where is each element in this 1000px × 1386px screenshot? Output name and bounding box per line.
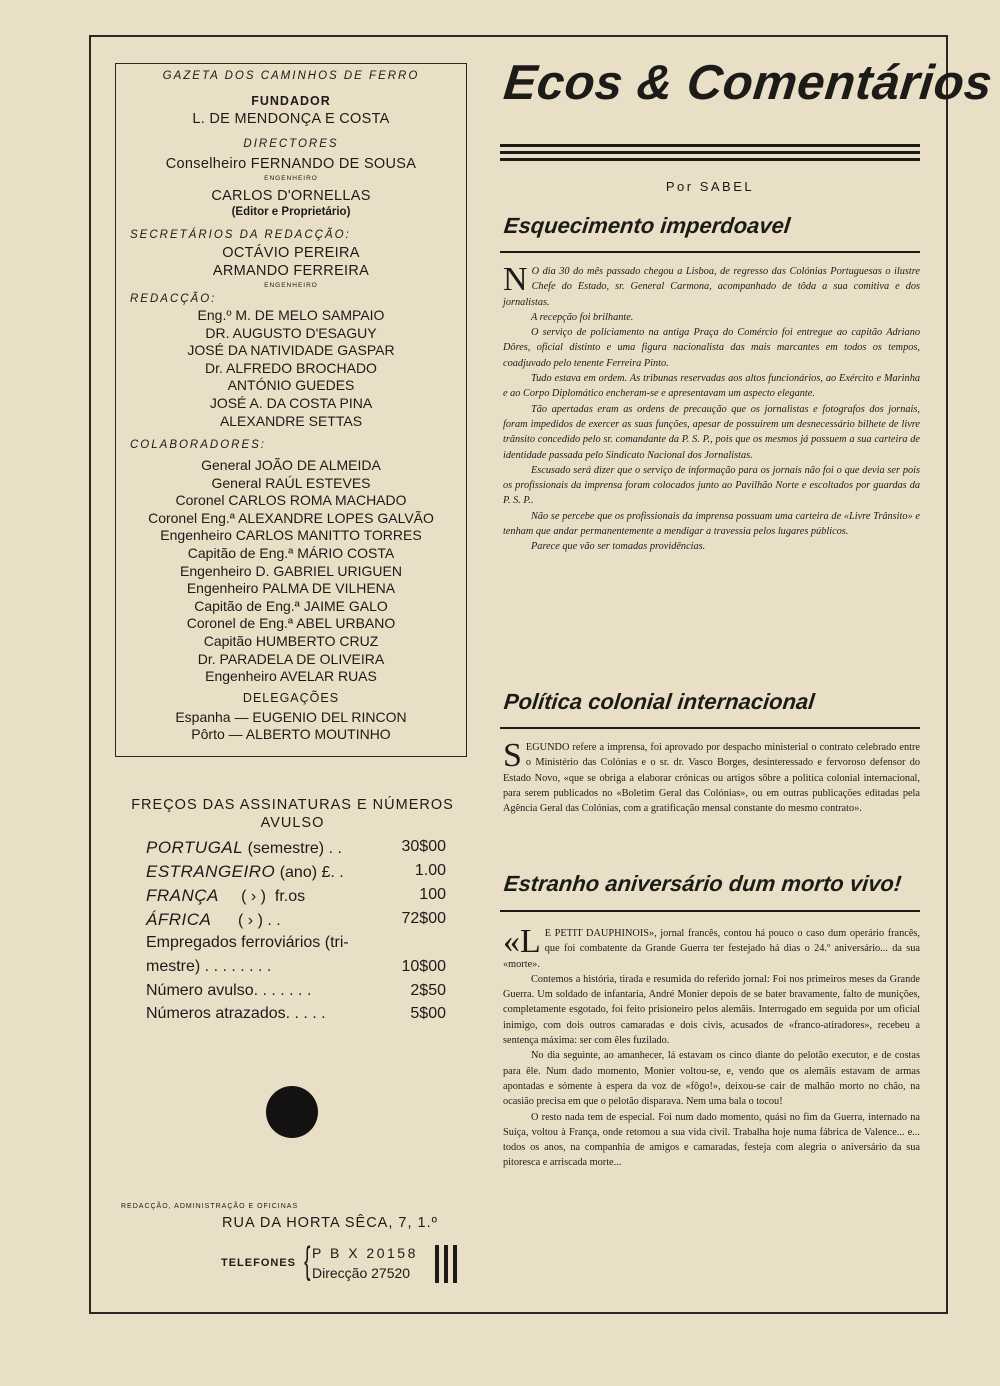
paragraph: Tão apertadas eram as ordens de precaução que os jornalistas e fotografos dos jornais, foram impedidos de exercer as suas funções, apesar de possuirem um desnecessário bilhete de livre trânsito concedido pelo sr. comandante da P. S. P., pois que os mesmos já possuem a sua carteira de identidade passada pelo Sindicato Nacional dos Jornalistas. xyxy=(503,403,920,461)
paragraph: EGUNDO refere a imprensa, foi aprovado por despacho ministerial o contrato celebrado entre o Ministério das Colónias e o sr. dr. Vasco Borges, desinteressado e fervoroso defensor do Estado Novo, «que se obriga a elaborar crónicas ou artigos sôbre a política colonial internacional, para serem publicados no «Boletim Geral das Colónias», ou em outras publicações editadas pela Agência Geral das Colónias, com a gratificação mensal constante do mesmo contrato». xyxy=(503,742,920,815)
prices-title-line-1: FREÇOS DAS ASSINATURAS E NÚMEROS xyxy=(131,797,454,813)
price-label: ÁFRICA xyxy=(146,910,212,929)
list-item: JOSÉ DA NATIVIDADE GASPAR xyxy=(187,342,395,359)
price-detail: (semestre) . . xyxy=(243,840,342,857)
list-item: ANTÓNIO GUEDES xyxy=(227,377,355,394)
bars-ornament-icon xyxy=(435,1245,461,1283)
article-2-body xyxy=(503,737,920,816)
paragraph: Não se percebe que os profissionais da imprensa possuam uma carteira de «Livre Trânsito» e tenham que andar permanentemente a mendigar a travessia pelos lugares públicos. xyxy=(503,510,920,538)
price-detail: (ano) £. . xyxy=(275,864,344,881)
price-detail: mestre) . . . . . . . . xyxy=(146,958,272,975)
price-value: 2$50 xyxy=(410,982,446,999)
article-3-rule xyxy=(500,910,920,912)
redaccao-label: REDACÇÃO: xyxy=(130,293,217,305)
list-item: General JOÃO DE ALMEIDA xyxy=(201,457,381,473)
list-item: Engenheiro AVELAR RUAS xyxy=(205,668,377,685)
price-value: 1.00 xyxy=(414,862,446,879)
title-rule-1 xyxy=(500,144,920,147)
secretario-1: OCTÁVIO PEREIRA xyxy=(222,245,360,261)
title-rule-2 xyxy=(500,151,920,154)
price-value: 5$00 xyxy=(410,1005,446,1022)
list-item: Engenheiro CARLOS MANITTO TORRES xyxy=(160,527,422,544)
masthead-box xyxy=(115,63,467,757)
list-item: Engenheiro D. GABRIEL URIGUEN xyxy=(179,562,402,579)
fundador-label: FUNDADOR xyxy=(251,94,331,108)
colaboradores-list xyxy=(116,457,466,686)
brace-icon: { xyxy=(304,1240,311,1282)
prices-title-line-2: AVULSO xyxy=(260,815,325,831)
list-item: Eng.º M. DE MELO SAMPAIO xyxy=(197,307,385,323)
column-title: Ecos & Comentários xyxy=(501,56,996,110)
article-1-rule xyxy=(500,251,920,253)
list-item: Capitão de Eng.ª MÁRIO COSTA xyxy=(187,544,395,561)
list-item: Dr. PARADELA DE OLIVEIRA xyxy=(197,650,385,667)
article-3-body xyxy=(503,923,920,1171)
paragraph: E PETIT DAUPHINOIS», jornal francês, contou há pouco o caso dum operário francês, que foi combatente da Grande Guerra ter festejado há dias o 24.º aniversário... da sua «morte». xyxy=(503,928,920,970)
director-1-title: ENGENHEIRO xyxy=(264,175,318,182)
directores-label: DIRECTORES xyxy=(243,138,339,150)
director-2: CARLOS D'ORNELLAS xyxy=(211,188,371,204)
price-detail: ( › ) fr.os xyxy=(218,888,306,905)
price-row xyxy=(146,862,446,884)
article-3-title: Estranho aniversário dum morto vivo! xyxy=(502,871,903,896)
paragraph: Contemos a história, tirada e resumida do referido jornal: Foi nos primeiros meses da Grande Guerra. Um soldado de infantaria, André Monier depois de se bater bravamente, falto de munições, completamente esgotado, foi feito prisioneiro pelos alemãis. Interrogado em seguida por um oficial inimigo, com dois outros camaradas e dois civis, acusados de «franco-atiradores», recebeu a sentença máxima: ser com êles fuzilado. xyxy=(503,973,920,1047)
telephone-2: Direcção 27520 xyxy=(312,1265,411,1281)
price-value: 10$00 xyxy=(401,958,446,975)
secretarios-label: SECRETÁRIOS DA REDACÇÃO: xyxy=(130,229,351,241)
redaccao-list xyxy=(116,307,466,430)
paragraph: O serviço de policiamento na antiga Praça do Comércio foi entregue ao capitão Adriano Dôres, oficial distinto e uma figura nacionalista das mais marcantes em todos os tempos, coadjuvado pelo tenente Ferreira Pinto. xyxy=(503,327,920,369)
list-item: ALEXANDRE SETTAS xyxy=(219,412,363,429)
prices-title xyxy=(120,796,465,832)
article-1-title: Esquecimento imperdoavel xyxy=(502,213,792,238)
list-item: Coronel de Eng.ª ABEL URBANO xyxy=(186,615,396,632)
price-row xyxy=(146,838,446,860)
price-detail: Empregados ferroviários (tri- xyxy=(146,934,349,951)
price-detail: Números atrazados. . . . . xyxy=(146,1005,326,1022)
paragraph: No dia seguinte, ao amanhecer, lá estavam os cinco diante do pelotão executor, e de costas para êle. Num dado momento, Monier voltou-se, e, vendo que os alemãis estavam de armas apontadas e sómente à espera da voz de «fôgo!», deixou-se cair de malhão morto no chão, na ocasião precisa em que o pelotão disparava. Nem uma bala o tocou! xyxy=(503,1050,920,1108)
ornament-dot xyxy=(266,1086,318,1138)
gazeta-heading: GAZETA DOS CAMINHOS DE FERRO xyxy=(162,70,420,82)
price-row xyxy=(146,886,446,908)
list-item: Coronel CARLOS ROMA MACHADO xyxy=(175,492,407,509)
address: RUA DA HORTA SÊCA, 7, 1.º xyxy=(222,1215,438,1231)
redaccao-small-label: REDACÇÃO, ADMINISTRAÇÃO E OFICINAS xyxy=(121,1203,299,1210)
price-label: FRANÇA xyxy=(146,886,219,905)
price-row xyxy=(146,1005,446,1027)
article-2-rule xyxy=(500,727,920,729)
price-value: 30$00 xyxy=(401,838,446,855)
director-2-note: (Editor e Proprietário) xyxy=(231,206,351,218)
list-item: Coronel Eng.ª ALEXANDRE LOPES GALVÃO xyxy=(148,509,434,526)
list-item: Capitão de Eng.ª JAIME GALO xyxy=(194,597,388,614)
paragraph: A recepção foi brilhante. xyxy=(531,311,634,323)
price-row xyxy=(146,958,446,980)
paragraph: Tudo estava em ordem. As tribunas reservadas aos altos funcionários, ao Exército e Marinha e ao Corpo Diplomático encheram-se e apresentavam um aspecto elegante. xyxy=(503,373,920,400)
price-value: 100 xyxy=(419,886,446,903)
list-item: JOSÉ A. DA COSTA PINA xyxy=(209,394,373,411)
director-1: Conselheiro FERNANDO DE SOUSA xyxy=(165,156,417,172)
delegacoes-label: DELEGAÇÕES xyxy=(242,691,340,705)
dropcap: S xyxy=(503,737,522,774)
article-1-body xyxy=(503,261,920,555)
telephone-1: P B X 20158 xyxy=(312,1245,418,1261)
price-label: PORTUGAL xyxy=(146,838,244,857)
delegacao-1: Espanha — EUGENIO DEL RINCON xyxy=(175,709,407,725)
price-row xyxy=(146,910,446,932)
list-item: DR. AUGUSTO D'ESAGUY xyxy=(205,324,377,341)
telefones-label: TELEFONES xyxy=(221,1257,297,1269)
list-item: Dr. ALFREDO BROCHADO xyxy=(205,359,377,376)
price-detail: Número avulso. . . . . . . xyxy=(146,982,312,999)
price-value: 72$00 xyxy=(401,910,446,927)
paragraph: O dia 30 do mês passado chegou a Lisboa, de regresso das Colónias Portuguesas o ilustre Chefe do Estado, sr. General Carmona, acompanhado de tôda a sua comitiva e dos jornalistas. xyxy=(503,266,920,308)
paragraph: Escusado será dizer que o serviço de informação para os jornais não foi o que devia ser pois os profissionais da imprensa foram colocados junto ao Pavilhão Norte e escoltados por guardas da P. S. P.. xyxy=(503,464,920,507)
dropcap: N xyxy=(503,261,528,298)
colaboradores-label: COLABORADORES: xyxy=(130,439,266,451)
delegacao-2: Pôrto — ALBERTO MOUTINHO xyxy=(191,726,391,742)
price-row xyxy=(146,934,446,956)
dropcap: «L xyxy=(503,923,541,960)
price-detail: ( › ) . . xyxy=(211,912,281,929)
price-label: ESTRANGEIRO xyxy=(146,862,276,881)
article-2-title: Política colonial internacional xyxy=(502,689,816,714)
byline: Por SABEL xyxy=(665,179,755,194)
paragraph: Parece que vão ser tomadas providências. xyxy=(531,541,706,553)
secretario-2: ARMANDO FERREIRA xyxy=(212,263,370,279)
list-item: Engenheiro PALMA DE VILHENA xyxy=(186,580,396,597)
list-item: General RAÚL ESTEVES xyxy=(211,474,371,491)
secretario-2-title: ENGENHEIRO xyxy=(264,282,318,289)
list-item: Capitão HUMBERTO CRUZ xyxy=(203,632,379,649)
fundador-name: L. DE MENDONÇA E COSTA xyxy=(192,111,390,127)
paragraph: O resto nada tem de especial. Foi num dado momento, quási no fim da Guerra, internado na Suíça, voltou à França, onde retomou a sua vida civil. Trabalha hoje numa fábrica de Valence... e... todos os anos, na companhia de amigos e camaradas, festeja com alegria o aniversário da sua pitoresca e arriscada morte... xyxy=(503,1111,920,1169)
title-rule-3 xyxy=(500,158,920,161)
price-row xyxy=(146,982,446,1004)
